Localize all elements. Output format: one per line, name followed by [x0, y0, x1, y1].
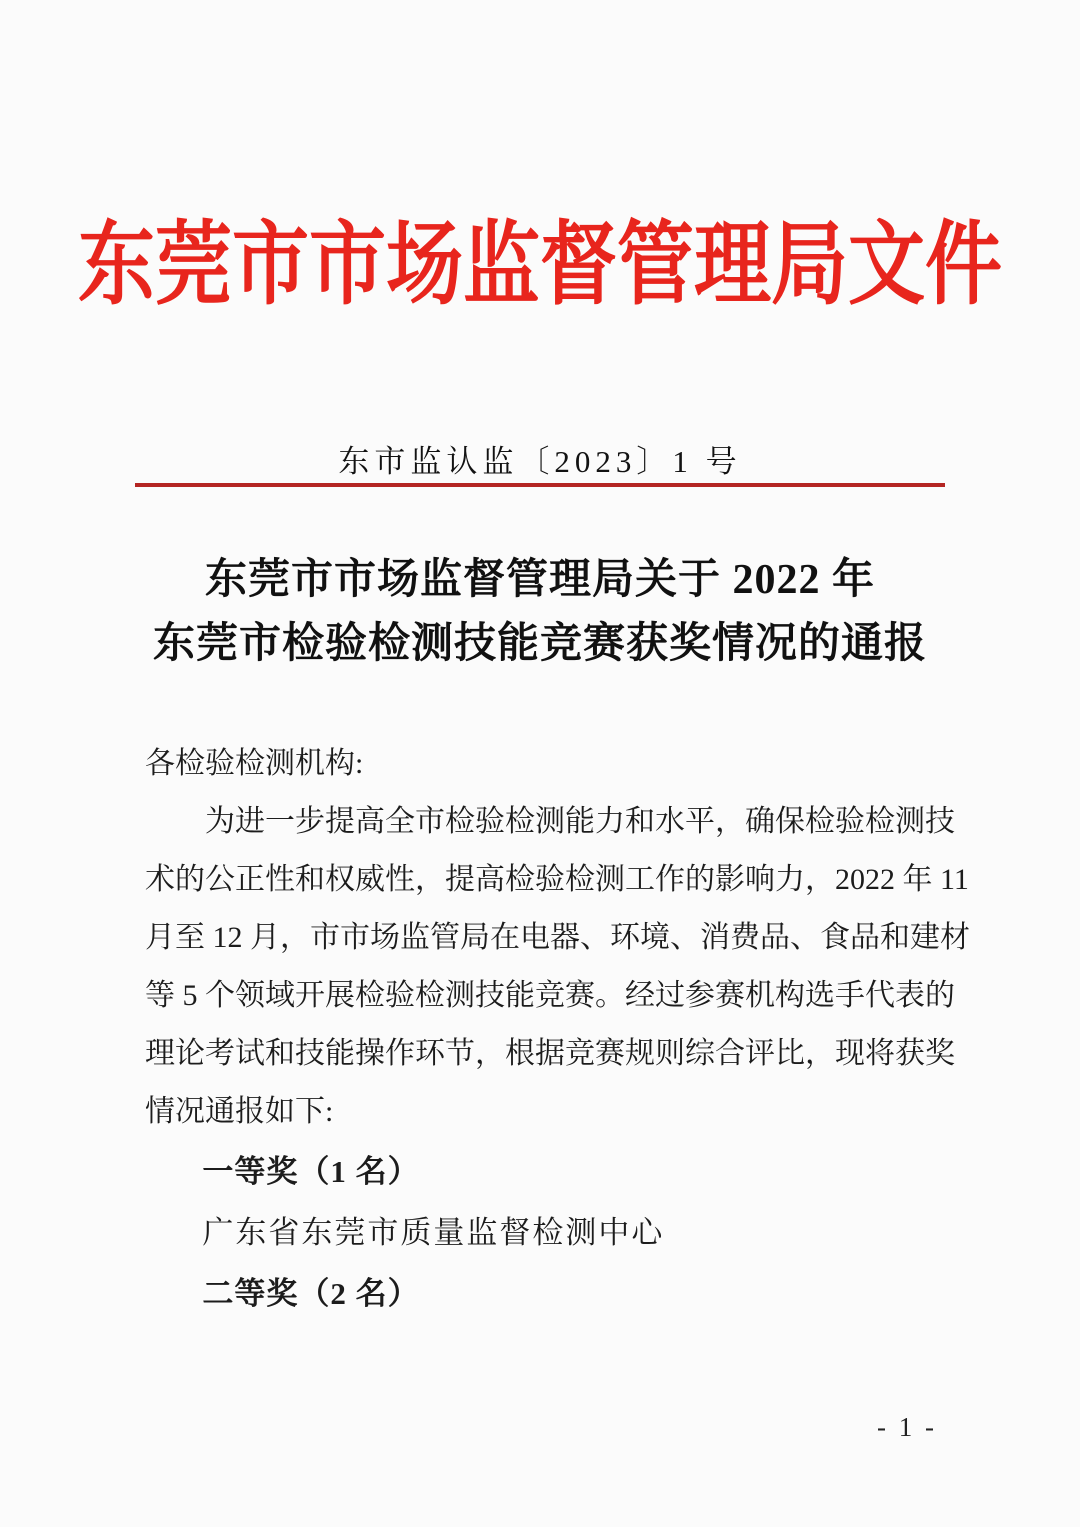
awards-section [145, 1141, 935, 1324]
paragraph-line: 为进一步提高全市检验检测能力和水平，确保检验检测技 [205, 805, 955, 838]
award-rank-second: 二等奖（2 名） [202, 1276, 420, 1311]
document-title-line-1: 东莞市市场监督管理局关于 2022 年 [204, 557, 875, 603]
paragraph-line: 情况通报如下: [145, 1095, 334, 1128]
document-number: 东市监认监〔2023〕1 号 [338, 444, 742, 479]
page-number: - 1 - [877, 1412, 937, 1442]
document-title [0, 548, 1080, 676]
paragraph-line: 理论考试和技能操作环节，根据竞赛规则综合评比，现将获奖 [145, 1037, 955, 1070]
paragraph-line: 术的公正性和权威性，提高检验检测工作的影响力，2022 年 11 [145, 863, 969, 896]
agency-header-title: 东莞市市场监督管理局文件 [78, 213, 1002, 316]
salutation-line: 各检验检测机构: [145, 747, 364, 780]
red-divider-line [135, 483, 945, 487]
document-title-line-2: 东莞市检验检测技能竞赛获奖情况的通报 [152, 621, 927, 667]
paragraph-line: 等 5 个领域开展检验检测技能竞赛。经过参赛机构选手代表的 [145, 979, 955, 1012]
document-body [145, 735, 970, 1324]
award-rank-first: 一等奖（1 名） [202, 1154, 420, 1189]
paragraph-line: 月至 12 月，市市场监管局在电器、环境、消费品、食品和建材 [145, 921, 970, 954]
award-winner-first: 广东省东莞市质量监督检测中心 [202, 1215, 665, 1250]
